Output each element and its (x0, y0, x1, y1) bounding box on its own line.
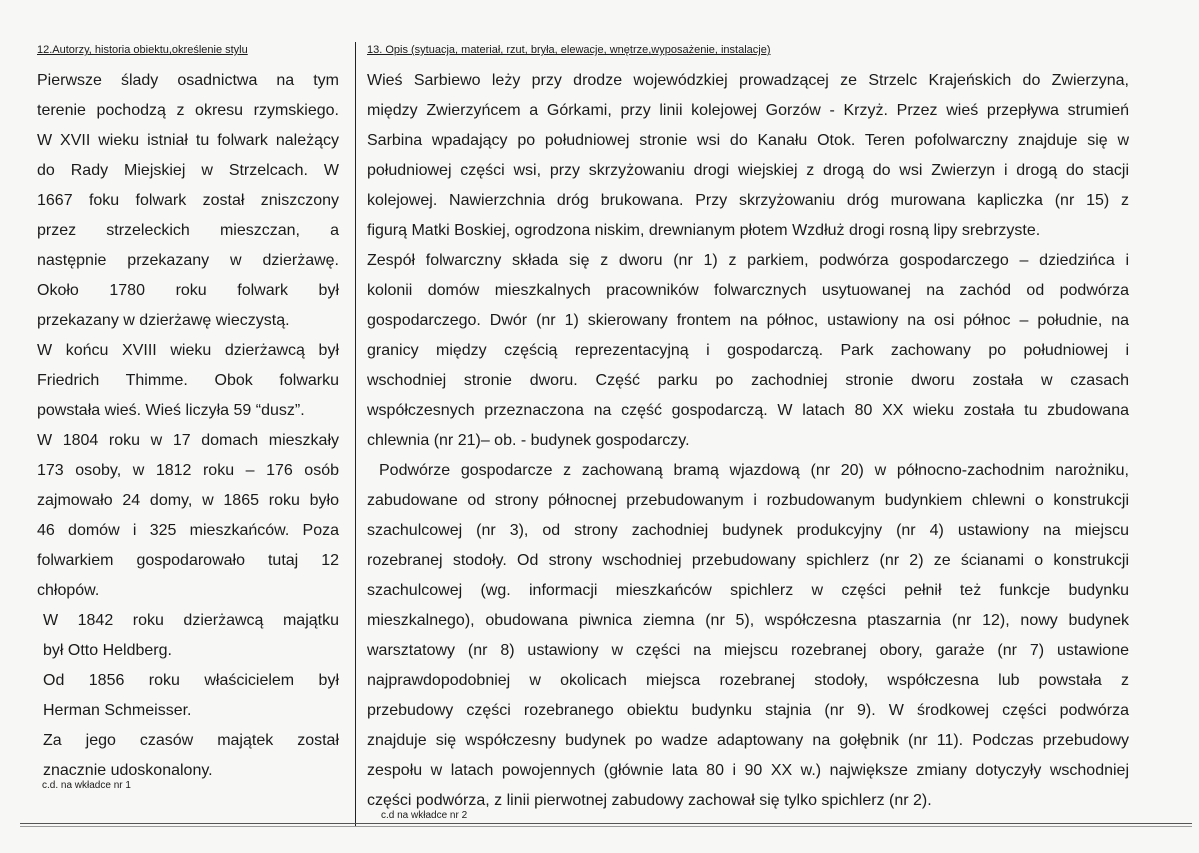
history-line: przekazany w dzierżawę wieczystą. (37, 312, 290, 329)
description-line: figurą Matki Boskiej, ogrodzona niskim, drewnianym płotem Wzdłuż drogi rosną lipy srebrzyste. (367, 222, 1041, 239)
history-line: Herman Schmeisser. (43, 702, 192, 719)
description-line: południowej części wsi, przy skrzyżowaniu drogi wiejskiej z drogą do wsi Zwierzyn i drogą do stacji (367, 162, 1129, 179)
column-divider (355, 42, 356, 826)
description-line: Wieś Sarbiewo leży przy drodze wojewódzkiej prowadzącej ze Strzelc Krajeńskich do Zwierzyna, (367, 72, 1129, 89)
history-line: W 1804 roku w 17 domach mieszkały (37, 432, 339, 449)
description-line: między Zwierzyńcem a Górkami, przy linii kolejowej Gorzów - Krzyż. Przez wieś przepływa strumień (367, 102, 1129, 119)
history-line: Za jego czasów majątek został (43, 732, 339, 749)
history-line: W 1842 roku dzierżawcą majątku (43, 612, 339, 629)
description-line: granicy między częścią reprezentacyjną i gospodarczą. Park zachowany po południowej i (367, 342, 1129, 359)
history-line: chłopów. (37, 582, 100, 599)
description-line: zabudowane od strony północnej przebudowanym i rozbudowanym budynkiem chlewni o konstrukcji (367, 492, 1129, 509)
description-line: najprawdopodobniej w okolicach miejsca rozebranej stodoły, współczesna lub powstała z (367, 672, 1129, 689)
history-line: W XVII wieku istniał tu folwark należący (37, 132, 339, 149)
history-line: do Rady Miejskiej w Strzelcach. W (37, 162, 339, 179)
description-line: kolonii domów mieszkalnych pracowników folwarcznych usytuowanej na zachód od podwórza (367, 282, 1129, 299)
description-line: przebudowy części rozebranego obiektu budynku stajnia (nr 9). W środkowej części podwórza (367, 702, 1129, 719)
description-line: szachulcowej (nr 3), od strony zachodniej budynek produkcyjny (nr 4) ustawiony na miejscu (367, 522, 1129, 539)
history-line: był Otto Heldberg. (43, 642, 172, 659)
description-line: Podwórze gospodarcze z zachowaną bramą wjazdową (nr 20) w północno-zachodnim narożniku, (379, 462, 1129, 479)
description-line: zespołu w latach powojennych (głównie lata 80 i 90 XX w.) największe zmiany dotyczyły wschodniej (367, 762, 1129, 779)
history-line: Pierwsze ślady osadnictwa na tym (37, 72, 339, 89)
bottom-rule-inner (20, 826, 1192, 827)
history-line: 46 domów i 325 mieszkańców. Poza (37, 522, 339, 539)
history-column (37, 66, 339, 786)
history-line: 1667 foku folwark został zniszczony (37, 192, 339, 209)
description-line: mieszkalnego), obudowana piwnica ziemna (nr 5), współczesna ptaszarnia (nr 12), nowy budynek (367, 612, 1129, 629)
history-line: następnie przekazany w dzierżawę. (37, 252, 339, 269)
description-line: kolejowej. Nawierzchnia dróg brukowana. Przy skrzyżowaniu dróg murowana kapliczka (nr 15) z (367, 192, 1129, 209)
continuation-note-1: c.d. na wkładce nr 1 (42, 780, 131, 791)
description-line: Zespół folwarczny składa się z dworu (nr 1) z parkiem, podwórza gospodarczego – dziedzińca i (367, 252, 1129, 269)
history-line: przez strzeleckich mieszczan, a (37, 222, 339, 239)
description-line: chlewnia (nr 21)– ob. - budynek gospodarczy. (367, 432, 690, 449)
description-line: części podwórza, z linii pierwotnej zabudowy zachował się tylko spichlerz (nr 2). (367, 792, 932, 809)
section-13-heading: 13. Opis (sytuacja, materiał, rzut, bryła, elewacje, wnętrze,wyposażenie, instalacje) (367, 44, 771, 56)
continuation-note-2: c.d na wkładce nr 2 (381, 810, 468, 821)
history-line: folwarkiem gospodarowało tutaj 12 (37, 552, 339, 569)
description-line: Sarbina wpadający po południowej stronie wsi do Kanału Otok. Teren pofolwarczny znajduje się w (367, 132, 1129, 149)
history-line: zajmowało 24 domy, w 1865 roku było (37, 492, 339, 509)
description-line: warsztatowy (nr 8) ustawiony w części na miejscu rozebranej obory, garaże (nr 7) ustawione (367, 642, 1129, 659)
description-line: rozebranej stodoły. Od strony wschodniej przebudowany spichlerz (nr 2) ze ścianami o konstrukcji (367, 552, 1129, 569)
history-line: 173 osoby, w 1812 roku – 176 osób (37, 462, 339, 479)
history-line: terenie pochodzą z okresu rzymskiego. (37, 102, 339, 119)
section-12-heading: 12.Autorzy, historia obiektu,określenie stylu (37, 44, 248, 56)
history-line: znacznie udoskonalony. (43, 762, 213, 779)
description-line: szachulcowej (wg. informacji mieszkańców spichlerz w części pełnił też funkcje budynku (367, 582, 1129, 599)
history-line: Od 1856 roku właścicielem był (43, 672, 339, 689)
description-line: współczesnych przeznaczona na część gospodarczą. W latach 80 XX wieku została tu zbudowana (367, 402, 1129, 419)
history-line: Friedrich Thimme. Obok folwarku (37, 372, 339, 389)
bottom-rule (20, 823, 1192, 824)
history-line: powstała wieś. Wieś liczyła 59 “dusz”. (37, 402, 305, 419)
description-column (367, 66, 1129, 816)
description-line: wschodniej stronie dworu. Część parku po zachodniej stronie dworu została w czasach (367, 372, 1129, 389)
history-line: W końcu XVIII wieku dzierżawcą był (37, 342, 339, 359)
description-line: gospodarczego. Dwór (nr 1) skierowany frontem na północ, ustawiony na osi północ – południe, na (367, 312, 1129, 329)
description-line: znajduje się współczesny budynek po wadze adaptowany na gołębnik (nr 11). Podczas przebudowy (367, 732, 1129, 749)
history-line: Około 1780 roku folwark był (37, 282, 339, 299)
